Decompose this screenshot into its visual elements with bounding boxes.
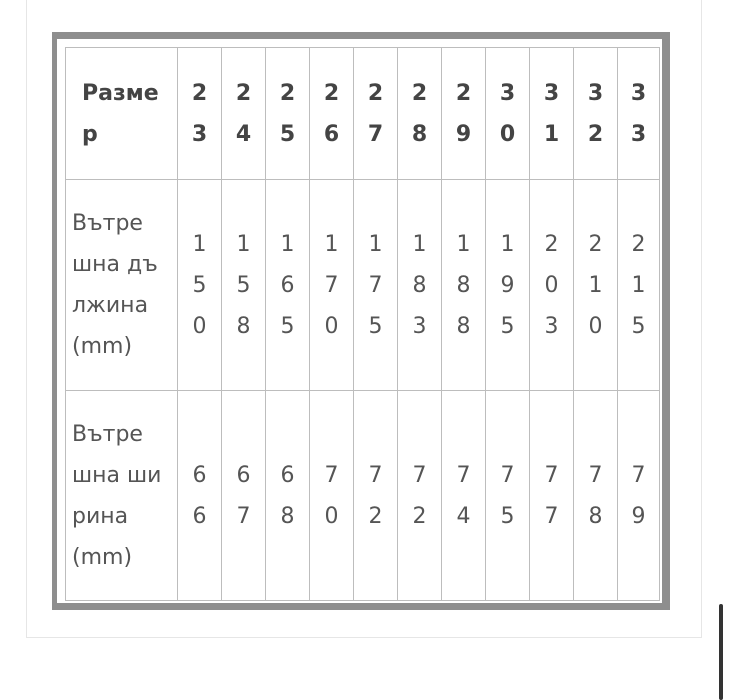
length-cell [486, 180, 530, 391]
width-cell [266, 391, 310, 601]
length-value: 158 [236, 231, 251, 339]
size-cell [310, 48, 354, 180]
size-cell [486, 48, 530, 180]
width-cell [574, 391, 618, 601]
size-value: 31 [543, 80, 560, 147]
width-cell [530, 391, 574, 601]
width-cell [486, 391, 530, 601]
size-chart-frame [52, 32, 670, 610]
width-value: 72 [368, 462, 383, 529]
width-cell [310, 391, 354, 601]
length-value: 150 [192, 231, 207, 339]
size-cell [442, 48, 486, 180]
length-cell [354, 180, 398, 391]
length-cell [618, 180, 660, 391]
length-value: 170 [324, 231, 339, 339]
width-cell [354, 391, 398, 601]
length-label: Вътрешна дължина (mm) [72, 211, 158, 359]
length-value: 195 [500, 231, 515, 339]
length-value: 203 [544, 231, 559, 339]
size-header-cell [66, 48, 178, 180]
width-cell [398, 391, 442, 601]
length-row [66, 180, 660, 391]
length-value: 210 [588, 231, 603, 339]
size-value: 29 [455, 80, 472, 147]
width-value: 74 [456, 462, 471, 529]
size-cell [398, 48, 442, 180]
width-value: 75 [500, 462, 515, 529]
width-label-cell [66, 391, 178, 601]
length-value: 183 [412, 231, 427, 339]
width-value: 68 [280, 462, 295, 529]
size-value: 24 [235, 80, 252, 147]
width-value: 78 [588, 462, 603, 529]
scrollbar-thumb[interactable] [719, 604, 723, 700]
size-cell [178, 48, 222, 180]
size-value: 27 [367, 80, 384, 147]
size-cell [222, 48, 266, 180]
width-value: 77 [544, 462, 559, 529]
length-value: 188 [456, 231, 471, 339]
length-cell [442, 180, 486, 391]
length-cell [398, 180, 442, 391]
size-value: 23 [191, 80, 208, 147]
width-value: 70 [324, 462, 339, 529]
size-value: 25 [279, 80, 296, 147]
width-label: Вътрешна ширина (mm) [72, 421, 162, 570]
width-cell [178, 391, 222, 601]
length-cell [266, 180, 310, 391]
width-row [66, 391, 660, 601]
size-cell [618, 48, 660, 180]
length-value: 215 [631, 231, 646, 339]
size-value: 28 [411, 80, 428, 147]
header-row [66, 48, 660, 180]
length-cell [178, 180, 222, 391]
size-cell [266, 48, 310, 180]
width-value: 66 [192, 462, 207, 529]
width-value: 72 [412, 462, 427, 529]
size-value: 32 [587, 80, 604, 147]
width-cell [618, 391, 660, 601]
length-cell [574, 180, 618, 391]
length-label-cell [66, 180, 178, 391]
length-cell [222, 180, 266, 391]
length-cell [530, 180, 574, 391]
size-cell [530, 48, 574, 180]
width-cell [442, 391, 486, 601]
width-cell [222, 391, 266, 601]
size-value: 30 [499, 80, 516, 147]
length-value: 165 [280, 231, 295, 339]
size-cell [574, 48, 618, 180]
size-cell [354, 48, 398, 180]
length-cell [310, 180, 354, 391]
size-chart-table [65, 47, 660, 601]
size-value: 33 [630, 80, 647, 147]
size-chart-panel [57, 39, 662, 603]
size-value: 26 [323, 80, 340, 147]
size-header-label: Размер [82, 80, 159, 147]
width-value: 67 [236, 462, 251, 529]
length-value: 175 [368, 231, 383, 339]
width-value: 79 [631, 462, 646, 529]
